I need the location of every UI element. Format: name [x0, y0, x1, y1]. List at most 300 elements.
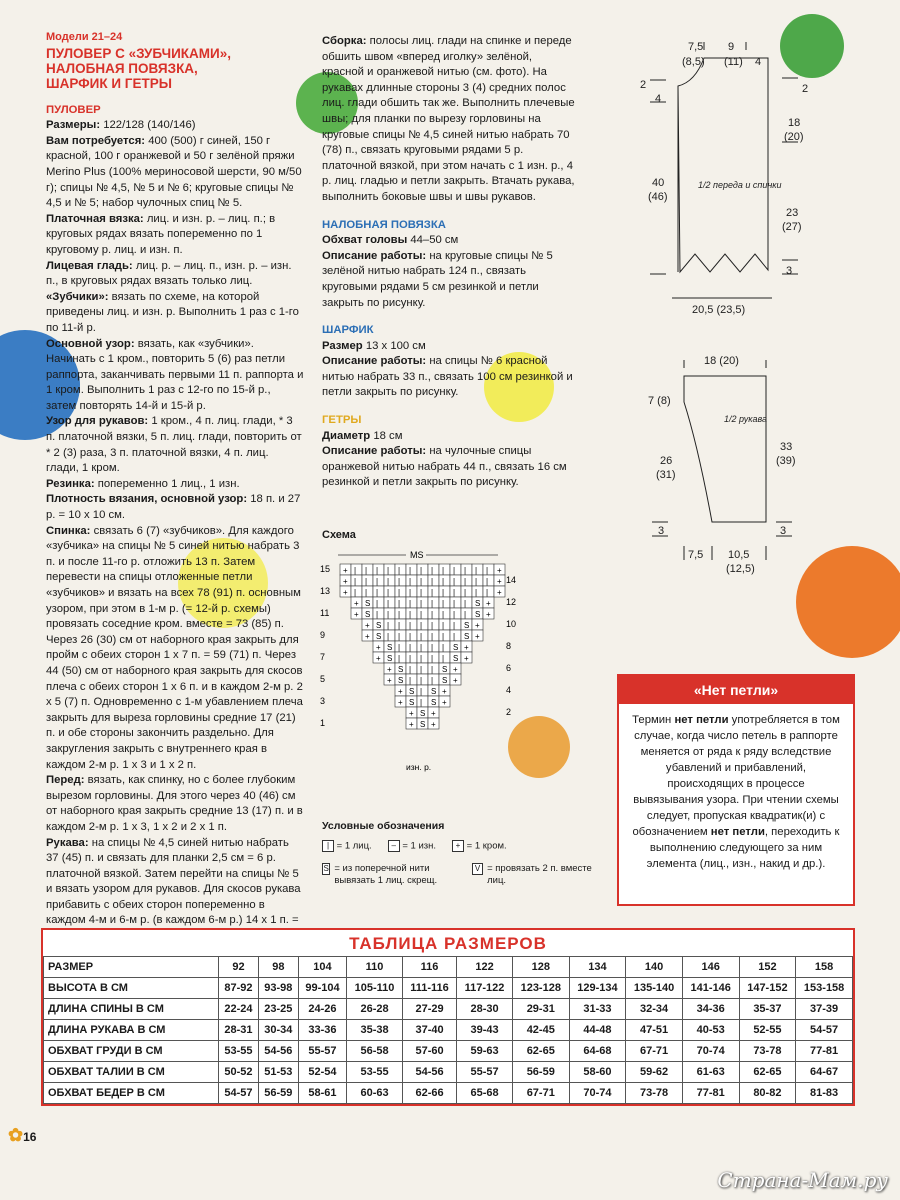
- size-table-row: [44, 1020, 853, 1041]
- chart-cell: [428, 619, 439, 630]
- chart-cell: [373, 564, 384, 575]
- chart-symbol: |: [409, 577, 412, 586]
- chart-symbol: +: [343, 588, 348, 597]
- legend: [322, 820, 612, 887]
- chart-symbol: +: [387, 665, 392, 674]
- svg-text:3: 3: [780, 525, 787, 537]
- sleeves-paragraph: Рукава: на спицы № 4,5 синей нитью набрать 37 (45) п. и связать для планки 2,5 см = 6 р. платочной вязкой. Затем перейти на спицы № 5 и вязать узором для рукавов. Для скосов рукава прибавить с обеих сторон попеременно в каждом 4-м и 6-м р. (в каждом 6-м р.) 14 х 1 п. =: [46, 836, 301, 927]
- chart-symbol: |: [431, 599, 434, 608]
- chart-symbol: +: [354, 599, 359, 608]
- size-table-cell: 128: [512, 957, 569, 978]
- svg-text:4: 4: [755, 56, 762, 68]
- svg-text:4: 4: [655, 93, 662, 105]
- chart-cell: [428, 652, 439, 663]
- size-table-row: [44, 957, 853, 978]
- chart-symbol: |: [420, 665, 423, 674]
- chart-row-number: 8: [506, 641, 512, 651]
- chart-row-number: 3: [320, 696, 326, 706]
- chart-symbol: S: [409, 698, 415, 707]
- chart-symbol: |: [354, 566, 357, 575]
- chart-cell: [384, 586, 395, 597]
- chart-symbol: S: [365, 599, 371, 608]
- gaiters-size: Диаметр 18 см: [322, 429, 403, 442]
- chart-cell: [384, 575, 395, 586]
- chart-row-number: 15: [320, 564, 331, 574]
- chart-cell: [439, 586, 450, 597]
- chart-cell: [450, 586, 461, 597]
- size-table-cell: 56-59: [512, 1062, 569, 1083]
- chart-symbol: S: [376, 632, 382, 641]
- chart-symbol: +: [464, 654, 469, 663]
- chart-symbol: |: [398, 588, 401, 597]
- chart-row-number: 2: [506, 707, 512, 717]
- chart-cell: [406, 641, 417, 652]
- chart-symbol: |: [442, 566, 445, 575]
- size-table-cell: 87-92: [219, 978, 259, 999]
- chart-symbol: |: [398, 621, 401, 630]
- chart-symbol: |: [376, 566, 379, 575]
- size-table-cell: 64-67: [796, 1062, 853, 1083]
- size-table-cell: 54-56: [402, 1062, 456, 1083]
- size-table-cell: 77-81: [682, 1083, 739, 1104]
- gauge-paragraph: Плотность вязания, основной узор: 18 п. и 27 р. = 10 х 10 см.: [46, 493, 301, 522]
- chart-symbol: +: [475, 621, 480, 630]
- svg-text:(31): (31): [656, 469, 676, 481]
- chart-cell: [450, 564, 461, 575]
- chart-cell: [483, 575, 494, 586]
- chart-symbol: |: [453, 632, 456, 641]
- chart-cell: [417, 597, 428, 608]
- chart-symbol: |: [409, 610, 412, 619]
- size-table-cell: 152: [739, 957, 796, 978]
- size-table-row: [44, 999, 853, 1020]
- chart-symbol: |: [354, 588, 357, 597]
- size-table-cell: 32-34: [626, 999, 683, 1020]
- chart-cell: [395, 630, 406, 641]
- size-table-row-header: ОБХВАТ ТАЛИИ В СМ: [44, 1062, 219, 1083]
- chart-cell: [417, 586, 428, 597]
- headband-heading: НАЛОБНАЯ ПОВЯЗКА: [322, 218, 446, 231]
- size-table-cell: 104: [298, 957, 346, 978]
- ms-label: MS: [410, 550, 424, 560]
- stitch-chart: [318, 546, 528, 778]
- main-pattern-paragraph: Основной узор: вязать, как «зубчики». Начинать с 1 кром., повторить 5 (6) раз петли раппорта, заканчивать первыми 11 п. раппорта и 1 кром. Выполнить 1 раз с 12-го по 15-й р., затем повторять 14-й и 15-й р.: [46, 337, 304, 412]
- legend-purl: – = 1 изн.: [388, 840, 436, 853]
- chart-symbol: +: [442, 687, 447, 696]
- size-table-cell: 62-65: [512, 1041, 569, 1062]
- size-table-cell: 111-116: [402, 978, 456, 999]
- chart-cell: [417, 696, 428, 707]
- chart-symbol: |: [387, 588, 390, 597]
- chart-cell: [428, 641, 439, 652]
- chart-symbol: |: [475, 588, 478, 597]
- chart-symbol: S: [442, 665, 448, 674]
- chart-symbol: |: [442, 621, 445, 630]
- chart-cell: [439, 630, 450, 641]
- size-table-cell: 54-56: [258, 1041, 298, 1062]
- size-table-cell: 73-78: [739, 1041, 796, 1062]
- chart-cell: [472, 575, 483, 586]
- chart-cell: [428, 597, 439, 608]
- chart-symbol: +: [409, 709, 414, 718]
- size-table-cell: 24-26: [298, 999, 346, 1020]
- chart-symbol: +: [453, 665, 458, 674]
- size-table-row-header: ОБХВАТ БЕДЕР В СМ: [44, 1083, 219, 1104]
- chart-symbol: |: [409, 676, 412, 685]
- size-table-cell: 23-25: [258, 999, 298, 1020]
- chart-symbol: |: [431, 654, 434, 663]
- svg-text:(20): (20): [784, 131, 804, 143]
- svg-text:2: 2: [640, 79, 647, 91]
- chart-symbol: |: [464, 588, 467, 597]
- svg-text:(11): (11): [724, 56, 743, 68]
- svg-text:1/2 рукава: 1/2 рукава: [724, 414, 767, 424]
- chart-row-number: 5: [320, 674, 326, 684]
- chart-symbol: +: [365, 621, 370, 630]
- size-table-cell: 34-36: [682, 999, 739, 1020]
- svg-text:23: 23: [786, 207, 799, 219]
- chart-symbol: |: [431, 621, 434, 630]
- chart-cell: [439, 597, 450, 608]
- chart-cell: [351, 586, 362, 597]
- chart-symbol: S: [409, 687, 415, 696]
- size-table-cell: 73-78: [626, 1083, 683, 1104]
- size-table-cell: 70-74: [569, 1083, 626, 1104]
- chart-symbol: |: [464, 566, 467, 575]
- size-table-cell: 93-98: [258, 978, 298, 999]
- svg-text:3: 3: [786, 265, 793, 277]
- svg-text:2: 2: [802, 83, 809, 95]
- size-table-cell: 56-59: [258, 1083, 298, 1104]
- schema-title: Схема: [322, 529, 356, 541]
- chart-cell: [406, 663, 417, 674]
- legend-twisted: S = из поперечной нити вывязать 1 лиц. скрещ.: [323, 862, 438, 886]
- chart-symbol: |: [387, 621, 390, 630]
- chart-cell: [417, 685, 428, 696]
- size-table-cell: 28-30: [457, 999, 513, 1020]
- chart-cell: [395, 641, 406, 652]
- svg-text:26: 26: [660, 455, 673, 467]
- size-table-row: [44, 978, 853, 999]
- chart-symbol: +: [475, 632, 480, 641]
- chart-cell: [461, 597, 472, 608]
- size-table-cell: 134: [569, 957, 626, 978]
- size-table-cell: 52-54: [298, 1062, 346, 1083]
- chart-symbol: |: [398, 566, 401, 575]
- body-pattern-diagram: [600, 30, 850, 330]
- size-table-row-header: РАЗМЕР: [44, 957, 219, 978]
- chart-symbol: S: [431, 687, 437, 696]
- size-table-cell: 116: [402, 957, 456, 978]
- chart-symbol: S: [464, 621, 470, 630]
- chart-symbol: |: [398, 654, 401, 663]
- size-table-cell: 123-128: [512, 978, 569, 999]
- legend-k2tog: V = провязать 2 п. вместе лиц.: [472, 863, 602, 887]
- sleeve-pattern-diagram: [640, 346, 820, 586]
- chart-cell: [461, 608, 472, 619]
- svg-text:20,5 (23,5): 20,5 (23,5): [692, 304, 746, 316]
- chart-symbol: S: [387, 654, 393, 663]
- size-table-cell: 59-63: [457, 1041, 513, 1062]
- chart-symbol: |: [453, 599, 456, 608]
- size-table-cell: 147-152: [739, 978, 796, 999]
- chart-symbol: |: [442, 588, 445, 597]
- chart-cell: [461, 575, 472, 586]
- chart-cell: [384, 597, 395, 608]
- chart-cell: [373, 575, 384, 586]
- chart-symbol: +: [486, 610, 491, 619]
- chart-symbol: +: [464, 643, 469, 652]
- chart-cell: [406, 608, 417, 619]
- chart-symbol: |: [398, 599, 401, 608]
- size-table-cell: 58-60: [569, 1062, 626, 1083]
- chart-cell: [428, 630, 439, 641]
- chart-symbol: |: [409, 566, 412, 575]
- page-number: ✿16: [8, 1125, 37, 1145]
- chart-cell: [351, 564, 362, 575]
- chart-cell: [384, 630, 395, 641]
- size-table-cell: 26-28: [347, 999, 403, 1020]
- chart-cell: [362, 575, 373, 586]
- chart-symbol: |: [420, 698, 423, 707]
- chart-symbol: |: [420, 687, 423, 696]
- chart-symbol: S: [442, 676, 448, 685]
- legend-edge: + = 1 кром.: [452, 840, 507, 853]
- chart-symbol: |: [453, 566, 456, 575]
- chart-symbol: |: [420, 632, 423, 641]
- chart-cell: [450, 619, 461, 630]
- chart-symbol: |: [442, 610, 445, 619]
- size-table-cell: 40-53: [682, 1020, 739, 1041]
- chart-symbol: |: [376, 577, 379, 586]
- size-table-cell: 59-62: [626, 1062, 683, 1083]
- chart-symbol: +: [453, 676, 458, 685]
- chart-symbol: |: [486, 588, 489, 597]
- chart-symbol: |: [398, 632, 401, 641]
- size-table-cell: 70-74: [682, 1041, 739, 1062]
- size-table-cell: 39-43: [457, 1020, 513, 1041]
- chart-symbol: |: [486, 577, 489, 586]
- chart-cell: [406, 586, 417, 597]
- chart-symbol: |: [431, 610, 434, 619]
- size-table-cell: 50-52: [219, 1062, 259, 1083]
- chart-symbol: +: [343, 566, 348, 575]
- chart-cell: [417, 575, 428, 586]
- size-table-cell: 54-57: [796, 1020, 853, 1041]
- size-table-cell: 99-104: [298, 978, 346, 999]
- svg-text:18 (20): 18 (20): [704, 355, 739, 367]
- size-table-cell: 146: [682, 957, 739, 978]
- legend-knit: | = 1 лиц.: [322, 840, 372, 853]
- chart-symbol: +: [343, 577, 348, 586]
- chart-cell: [461, 586, 472, 597]
- size-table-row: [44, 1041, 853, 1062]
- chart-symbol: |: [475, 577, 478, 586]
- size-table: [41, 928, 855, 1106]
- size-table-cell: 44-48: [569, 1020, 626, 1041]
- sizes-paragraph: Размеры: 122/128 (140/146): [46, 119, 196, 132]
- chart-symbol: |: [442, 643, 445, 652]
- chart-cell: [373, 586, 384, 597]
- size-table-cell: 56-58: [347, 1041, 403, 1062]
- svg-text:(27): (27): [782, 221, 802, 233]
- chart-symbol: |: [464, 610, 467, 619]
- purl-rows-label: изн. р.: [406, 762, 432, 772]
- chart-symbol: +: [497, 566, 502, 575]
- chart-symbol: |: [376, 588, 379, 597]
- chart-symbol: |: [387, 577, 390, 586]
- scarf-size: Размер 13 х 100 см: [322, 339, 426, 352]
- size-table-cell: 135-140: [626, 978, 683, 999]
- chart-row-number: 7: [320, 652, 326, 662]
- chart-symbol: |: [453, 588, 456, 597]
- chart-row-numbers-right: [506, 575, 516, 717]
- size-table-cell: 117-122: [457, 978, 513, 999]
- chart-symbol: |: [409, 599, 412, 608]
- size-table-cell: 54-57: [219, 1083, 259, 1104]
- size-table-cell: 65-68: [457, 1083, 513, 1104]
- size-table-cell: 153-158: [796, 978, 853, 999]
- middle-column: [322, 34, 577, 491]
- chart-cell: [439, 641, 450, 652]
- chart-row-number: 4: [506, 685, 512, 695]
- chart-cell: [417, 630, 428, 641]
- svg-text:(39): (39): [776, 455, 796, 467]
- chart-symbol: +: [409, 720, 414, 729]
- sleeve-pattern-paragraph: Узор для рукавов: 1 кром., 4 п. лиц. глади, * 3 п. платочной вязки, 5 п. лиц. глади, повторить от * 2 (3) раза, 3 п. платочной вязки, 4 п. лиц. глади, 1 кром.: [46, 415, 302, 475]
- chart-symbol: S: [387, 643, 393, 652]
- chart-cell: [417, 619, 428, 630]
- chart-cell: [439, 652, 450, 663]
- size-table-row-header: ДЛИНА РУКАВА В СМ: [44, 1020, 219, 1041]
- chart-symbol: |: [409, 665, 412, 674]
- chart-cell: [428, 575, 439, 586]
- size-table-cell: 129-134: [569, 978, 626, 999]
- scarf-heading: ШАРФИК: [322, 324, 374, 337]
- size-table-cell: 81-83: [796, 1083, 853, 1104]
- chart-symbol: |: [442, 654, 445, 663]
- chart-cell: [406, 630, 417, 641]
- chart-cell: [406, 597, 417, 608]
- chart-cell: [395, 575, 406, 586]
- chart-grid: [340, 564, 505, 729]
- chart-symbol: |: [431, 676, 434, 685]
- note-text: Термин нет петли употребляется в том случае, когда число петель в раппорте меняется от ряда к ряду вследствие убавлений и прибавлений, происходящих в процессе вывязывания узора. При чтении схемы следует, пропуская квадратик(и) с обозначением нет петли, переходить к выполнению следующего за ним элемента (лиц., изн., накид и др.).: [632, 714, 840, 870]
- chart-symbol: S: [420, 720, 426, 729]
- size-table-row-header: ОБХВАТ ГРУДИ В СМ: [44, 1041, 219, 1062]
- chart-cell: [406, 674, 417, 685]
- size-table-cell: 105-110: [347, 978, 403, 999]
- rib-paragraph: Резинка: попеременно 1 лиц., 1 изн.: [46, 477, 240, 490]
- chart-cell: [395, 652, 406, 663]
- chart-symbol: |: [398, 577, 401, 586]
- chart-cell: [439, 575, 450, 586]
- svg-text:9: 9: [728, 41, 735, 53]
- chart-symbol: S: [365, 610, 371, 619]
- gaiters-heading: ГЕТРЫ: [322, 414, 362, 427]
- title-line-1: ПУЛОВЕР С «ЗУБЧИКАМИ»,: [46, 45, 231, 61]
- chart-symbol: |: [354, 577, 357, 586]
- headband-desc: Описание работы: на круговые спицы № 5 зелёной нитью набрать 124 п., связать круговыми рядами 5 см резинкой и петли закрыть по рисунку.: [322, 249, 553, 309]
- title-line-3: ШАРФИК И ГЕТРЫ: [46, 75, 172, 91]
- scarf-desc: Описание работы: на спицы № 6 красной нитью набрать 33 п., связать 100 см резинкой и петли закрыть по рисунку.: [322, 355, 573, 399]
- size-table-cell: 92: [219, 957, 259, 978]
- chart-row-number: 6: [506, 663, 512, 673]
- size-table-cell: 80-82: [739, 1083, 796, 1104]
- stockinette-paragraph: Лицевая гладь: лиц. р. – лиц. п., изн. р. – изн. п., в круговых рядах вязать только лиц.: [46, 259, 292, 288]
- chart-symbol: |: [420, 621, 423, 630]
- size-table-cell: 37-40: [402, 1020, 456, 1041]
- chart-cell: [384, 619, 395, 630]
- chart-cell: [395, 597, 406, 608]
- chart-cell: [406, 564, 417, 575]
- chart-symbol: |: [420, 676, 423, 685]
- size-table-cell: 27-29: [402, 999, 456, 1020]
- chart-symbol: |: [387, 566, 390, 575]
- size-table-cell: 158: [796, 957, 853, 978]
- chart-cell: [428, 608, 439, 619]
- chart-symbol: |: [453, 577, 456, 586]
- chart-cell: [395, 586, 406, 597]
- size-table-cell: 47-51: [626, 1020, 683, 1041]
- chart-cell: [472, 586, 483, 597]
- teeth-paragraph: «Зубчики»: вязать по схеме, на которой приведены лиц. и изн. р. Выполнить 1 раз с 1-го по 11-й р.: [46, 290, 299, 334]
- chart-cell: [428, 663, 439, 674]
- chart-symbol: |: [420, 566, 423, 575]
- chart-cell: [417, 608, 428, 619]
- chart-symbol: |: [431, 665, 434, 674]
- chart-symbol: |: [420, 577, 423, 586]
- chart-cell: [373, 608, 384, 619]
- chart-symbol: +: [365, 632, 370, 641]
- chart-cell: [428, 564, 439, 575]
- chart-symbol: |: [464, 577, 467, 586]
- chart-symbol: |: [387, 632, 390, 641]
- left-column: [46, 30, 304, 960]
- chart-cell: [417, 564, 428, 575]
- size-table-cell: 22-24: [219, 999, 259, 1020]
- chart-cell: [439, 564, 450, 575]
- svg-text:(8,5): (8,5): [682, 56, 705, 68]
- chart-cell: [483, 586, 494, 597]
- chart-symbol: |: [409, 643, 412, 652]
- size-table-cell: 55-57: [298, 1041, 346, 1062]
- gaiters-desc: Описание работы: на чулочные спицы оранжевой нитью набрать 44 п., связать 16 см резинкой и петли закрыть по рисунку.: [322, 445, 567, 489]
- chart-row-number: 12: [506, 597, 517, 607]
- size-table-row-header: ВЫСОТА В СМ: [44, 978, 219, 999]
- chart-symbol: +: [431, 709, 436, 718]
- chart-cell: [395, 608, 406, 619]
- size-table-cell: 64-68: [569, 1041, 626, 1062]
- chart-symbol: +: [431, 720, 436, 729]
- size-table-cell: 53-55: [347, 1062, 403, 1083]
- size-table-cell: 35-37: [739, 999, 796, 1020]
- chart-cell: [417, 663, 428, 674]
- chart-symbol: S: [475, 610, 481, 619]
- chart-cell: [472, 564, 483, 575]
- chart-cell: [417, 674, 428, 685]
- chart-symbol: +: [376, 643, 381, 652]
- svg-text:7,5: 7,5: [688, 549, 704, 561]
- svg-text:18: 18: [788, 117, 801, 129]
- chart-symbol: |: [475, 566, 478, 575]
- size-table-cell: 31-33: [569, 999, 626, 1020]
- chart-symbol: |: [420, 599, 423, 608]
- chart-cell: [461, 564, 472, 575]
- chart-symbol: |: [409, 632, 412, 641]
- chart-cell: [362, 564, 373, 575]
- chart-symbol: |: [420, 654, 423, 663]
